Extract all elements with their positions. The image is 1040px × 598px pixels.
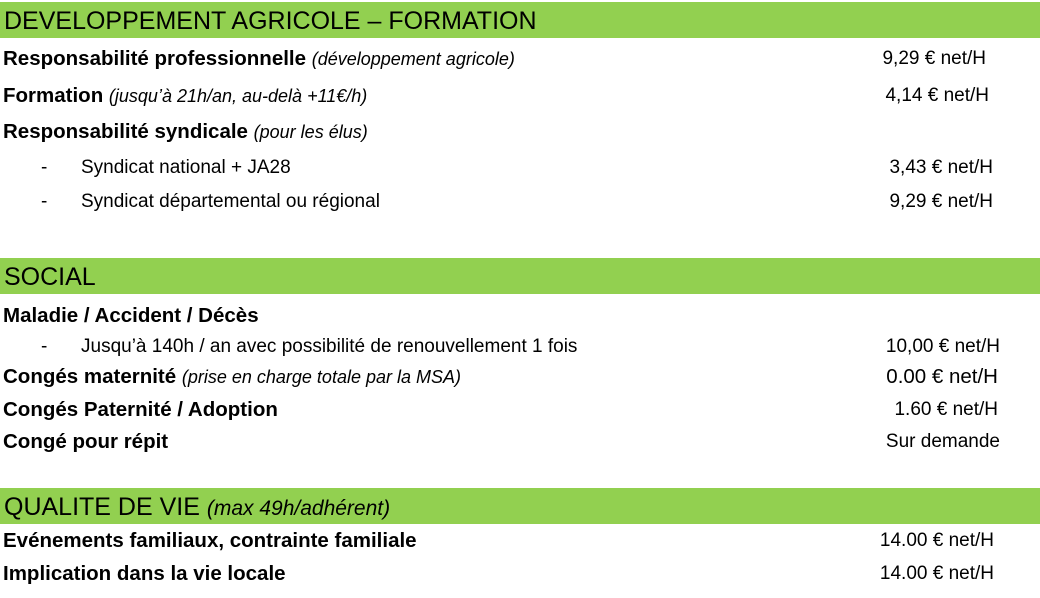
rate-row-conges-paternite [0, 395, 1040, 425]
rate-row-responsabilite-professionnelle [0, 44, 1040, 74]
row-value: 9,29 € net/H [882, 48, 986, 69]
section-title: QUALITE DE VIE [4, 493, 200, 521]
rate-row-conge-repit [0, 427, 1040, 457]
section-header-social [0, 258, 1040, 294]
row-value: 14.00 € net/H [879, 563, 994, 584]
section-title: DEVELOPPEMENT AGRICOLE – FORMATION [4, 7, 537, 35]
bullet-dash: - [41, 191, 48, 212]
section-title: SOCIAL [4, 263, 96, 291]
row-note: (prise en charge totale par la MSA) [181, 367, 461, 387]
rate-row-evenements-familiaux [0, 526, 1040, 556]
row-value: 14.00 € net/H [879, 530, 994, 551]
bullet-dash: - [41, 157, 48, 178]
row-value: 4,14 € net/H [885, 85, 989, 106]
rate-subrow-syndicat-departemental [0, 187, 1040, 217]
row-label: Congés maternité [3, 365, 177, 388]
section-header-qualite-de-vie [0, 488, 1040, 524]
row-value: 0.00 € net/H [886, 365, 998, 388]
subrow-label: Syndicat national + JA28 [81, 157, 291, 178]
row-value: 10,00 € net/H [885, 336, 1000, 357]
rate-row-maladie [0, 301, 1040, 331]
row-note: (jusqu’à 21h/an, au-delà +11€/h) [108, 86, 368, 106]
rate-subrow-jusqua-140h [0, 332, 1040, 362]
row-value: 1.60 € net/H [894, 399, 998, 420]
row-note: (pour les élus) [253, 122, 368, 142]
row-label: Responsabilité professionnelle [3, 47, 307, 70]
row-note: (développement agricole) [311, 49, 515, 69]
rate-row-formation [0, 81, 1040, 111]
row-label: Congé pour répit [3, 430, 169, 453]
section-title-note: (max 49h/adhérent) [206, 497, 391, 520]
row-label: Congés Paternité / Adoption [3, 398, 278, 421]
rate-row-implication-vie-locale [0, 559, 1040, 589]
row-value: 3,43 € net/H [889, 157, 993, 178]
section-header-developpement [0, 2, 1040, 38]
rate-row-responsabilite-syndicale [0, 117, 1040, 147]
bullet-dash: - [41, 336, 48, 357]
rate-row-conges-maternite [0, 362, 1040, 392]
row-label: Implication dans la vie locale [3, 562, 286, 585]
subrow-label: Syndicat départemental ou régional [81, 191, 380, 212]
row-label: Responsabilité syndicale [3, 120, 248, 143]
row-value: 9,29 € net/H [889, 191, 993, 212]
row-label: Formation [3, 84, 104, 107]
row-label: Evénements familiaux, contrainte familiale [3, 529, 417, 552]
rate-subrow-syndicat-national [0, 153, 1040, 183]
row-value: Sur demande [885, 431, 1000, 452]
row-label: Maladie / Accident / Décès [3, 304, 259, 327]
subrow-label: Jusqu’à 140h / an avec possibilité de renouvellement 1 fois [81, 336, 578, 357]
